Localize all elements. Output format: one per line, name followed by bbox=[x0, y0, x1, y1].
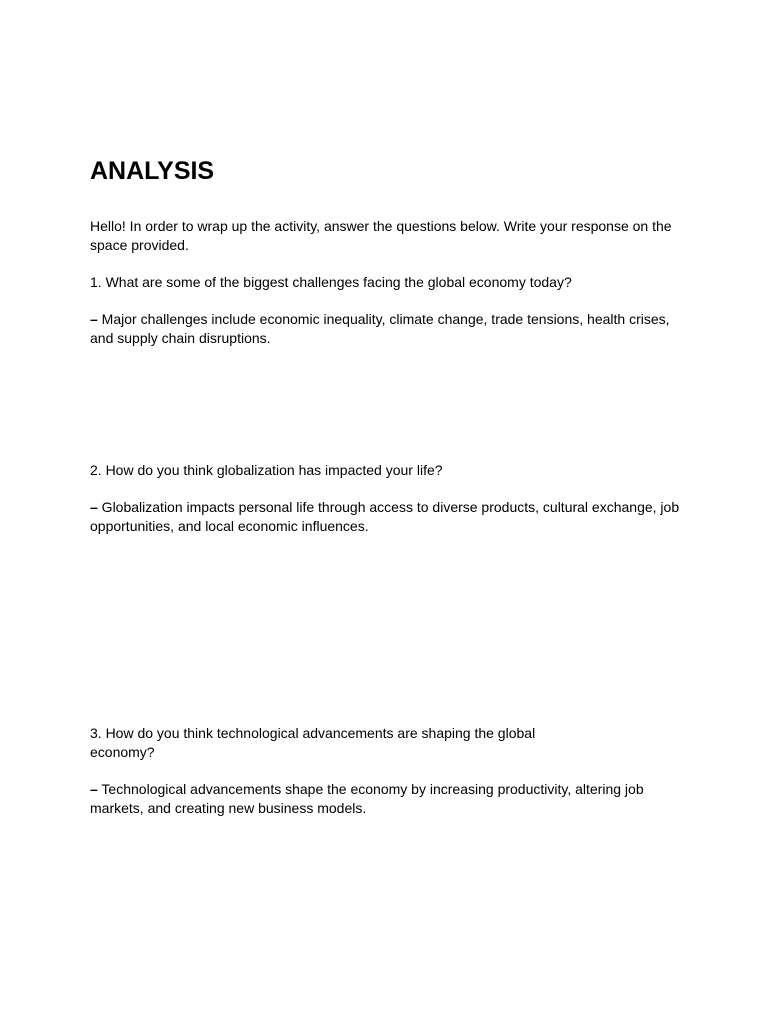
answer-3 bbox=[90, 780, 680, 818]
answer-dash: – bbox=[90, 499, 98, 515]
question-2: 2. How do you think globalization has impacted your life? bbox=[90, 462, 443, 478]
answer-2-text: Globalization impacts personal life through access to diverse products, cultural exchange, job opportunities, and local economic influences. bbox=[90, 499, 680, 534]
answer-1-text: Major challenges include economic inequality, climate change, trade tensions, health crises, and supply chain disruptions. bbox=[90, 311, 670, 346]
answer-dash: – bbox=[90, 781, 98, 797]
intro-text: Hello! In order to wrap up the activity, answer the questions below. Write your response on the space provided. bbox=[90, 218, 672, 253]
answer-3-text: Technological advancements shape the economy by increasing productivity, altering job markets, and creating new business models. bbox=[90, 781, 644, 816]
page-title: ANALYSIS bbox=[90, 157, 215, 185]
answer-2 bbox=[90, 498, 685, 536]
question-3: 3. How do you think technological advancements are shaping the global economy? bbox=[90, 725, 536, 760]
answer-1 bbox=[90, 310, 680, 348]
answer-dash: – bbox=[90, 311, 98, 327]
question-1: 1. What are some of the biggest challenges facing the global economy today? bbox=[90, 274, 572, 290]
